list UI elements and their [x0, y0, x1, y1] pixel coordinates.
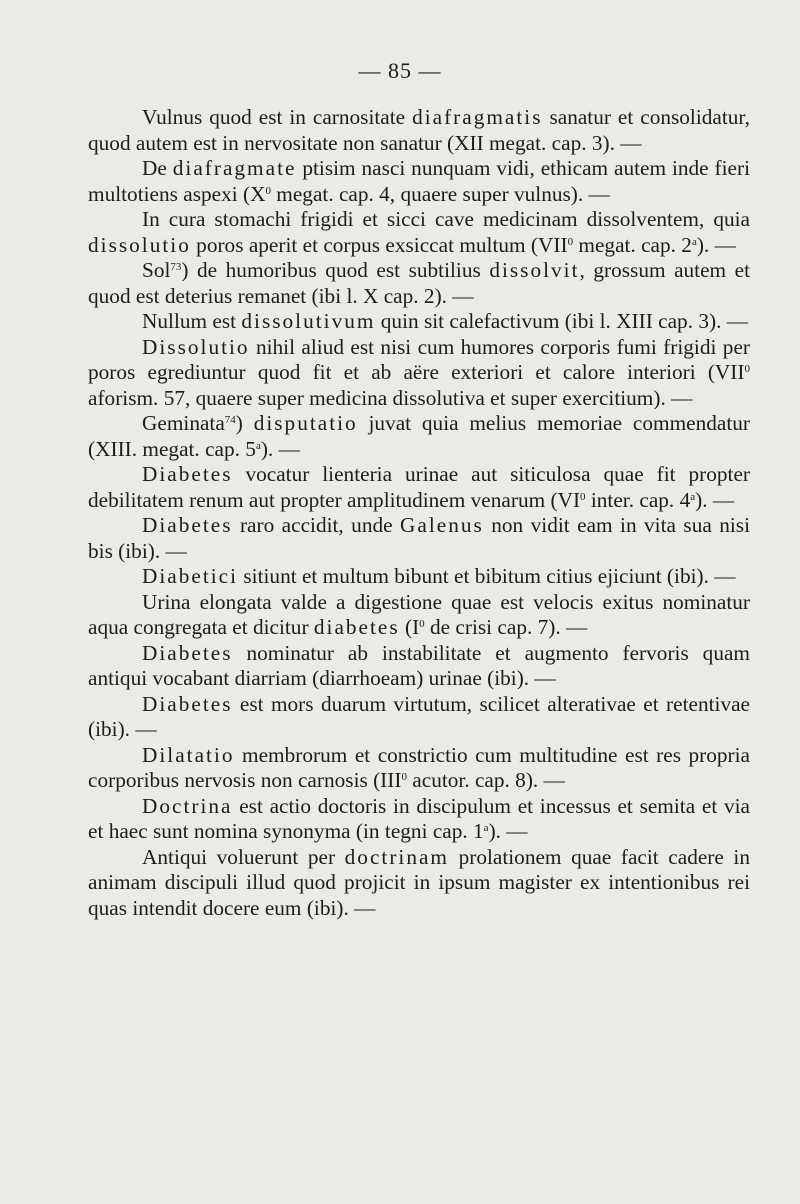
spaced-keyword: Doctrina [142, 793, 233, 818]
superscript: 73 [170, 261, 182, 273]
paragraph: Sol$^{73}$) de humoribus quod est subtilius dissolvit, grossum autem et quod est deterius remanet (ibi l. X cap. 2). — [88, 258, 750, 308]
spaced-keyword: dissolutivum [241, 309, 376, 333]
spaced-keyword: doctrinam [344, 844, 449, 869]
spaced-keyword: Diabetici [142, 564, 239, 588]
paragraph: Diabetici sitiunt et multum bibunt et bibitum citius ejiciunt (ibi). — [142, 564, 736, 588]
superscript: a [483, 822, 489, 834]
paragraph: Dissolutio nihil aliud est nisi cum humores corporis fumi frigidi per poros egrediuntur quod fit et ab aëre exteriori et calore interiori (VII$^0$ aforism. 57, quaere super medicina dissolutiva et super exercitium). — [88, 334, 750, 410]
page-body [88, 105, 750, 921]
spaced-keyword: Diabetes [142, 462, 233, 486]
spaced-keyword: dissolutio [88, 232, 191, 257]
paragraph: Urina elongata valde a digestione quae est velocis exitus nominatur aqua congregata et dicitur diabetes ($I^0$ de crisi cap. 7). — [88, 589, 750, 639]
paragraph: Diabetes est mors duarum virtutum, scilicet alterativae et retentivae (ibi). — [88, 691, 750, 741]
paragraph: Nullum est dissolutivum quin sit calefactivum (ibi l. XIII cap. 3). — [142, 309, 749, 333]
paragraph: Dilatatio membrorum et constrictio cum multitudine est res propria corporibus nervosis non carnosis (III$^0$ acutor. cap. 8). — [88, 742, 750, 792]
paragraph: Doctrina est actio doctoris in discipulum et incessus et semita et via et haec sunt nomina synonyma (in tegni cap. 1$^a$). — [88, 793, 750, 843]
superscript: 0 [401, 771, 407, 783]
superscript: 0 [567, 235, 574, 248]
paragraph: Vulnus quod est in carnositate diafragmatis sanatur et consolidatur, quod autem est in nervositate non sanatur (XII megat. cap. 3). — [88, 105, 750, 155]
paragraph: Diabetes vocatur lienteria urinae aut siticulosa quae fit propter debilitatem renum aut propter amplitudinem venarum ($VI^0$ inter. cap. 4$^a$). — [88, 462, 750, 512]
spaced-keyword: diabetes [313, 615, 400, 639]
superscript: 0 [265, 184, 271, 197]
spaced-keyword: diafragmatis [412, 105, 543, 129]
spaced-keyword: diafragmate [172, 156, 297, 180]
spaced-keyword: disputatio [253, 411, 358, 435]
paragraph: Antiqui voluerunt per doctrinam prolationem quae facit cadere in animam discipuli illud quod projicit in ipsum magister ex intentionibus rei quas intendit docere eum (ibi). — [88, 844, 750, 920]
superscript: 0 [744, 363, 750, 375]
spaced-keyword: Galenus [400, 513, 484, 537]
superscript: a [691, 235, 697, 248]
spaced-keyword: Dissolutio [142, 334, 250, 359]
spaced-keyword: Diabetes [142, 513, 233, 537]
superscript: 0 [419, 618, 425, 630]
superscript: a [690, 490, 696, 503]
spaced-keyword: Diabetes [142, 640, 233, 665]
spaced-keyword: Diabetes [142, 691, 233, 716]
paragraph: In cura stomachi frigidi et sicci cave medicinam dissolventem, quia dissolutio poros aperit et corpus exsiccat multum (VII$^0$ megat. cap. 2$^a$). — [88, 207, 750, 257]
paragraph: Diabetes nominatur ab instabilitate et augmento fervoris quam antiqui vocabant diarriam (diarrhoeam) urinae (ibi). — [88, 640, 750, 690]
superscript: 74 [224, 414, 236, 426]
paragraph: De diafragmate ptisim nasci nunquam vidi, ethicam autem inde fieri multotiens aspexi ($X^0$ megat. cap. 4, quaere super vulnus). — [88, 156, 750, 206]
page-number: — 85 — [358, 58, 442, 83]
superscript: a [255, 439, 261, 452]
paragraph: Geminata$^{74}$) disputatio juvat quia melius memoriae commendatur (XIII. megat. cap. 5$^a$). — [88, 411, 750, 461]
superscript: 0 [580, 490, 586, 503]
paragraph: Diabetes raro accidit, unde Galenus non vidit eam in vita sua nisi bis (ibi). — [88, 513, 750, 563]
spaced-keyword: dissolvit [489, 258, 580, 282]
spaced-keyword: Dilatatio [142, 742, 235, 767]
